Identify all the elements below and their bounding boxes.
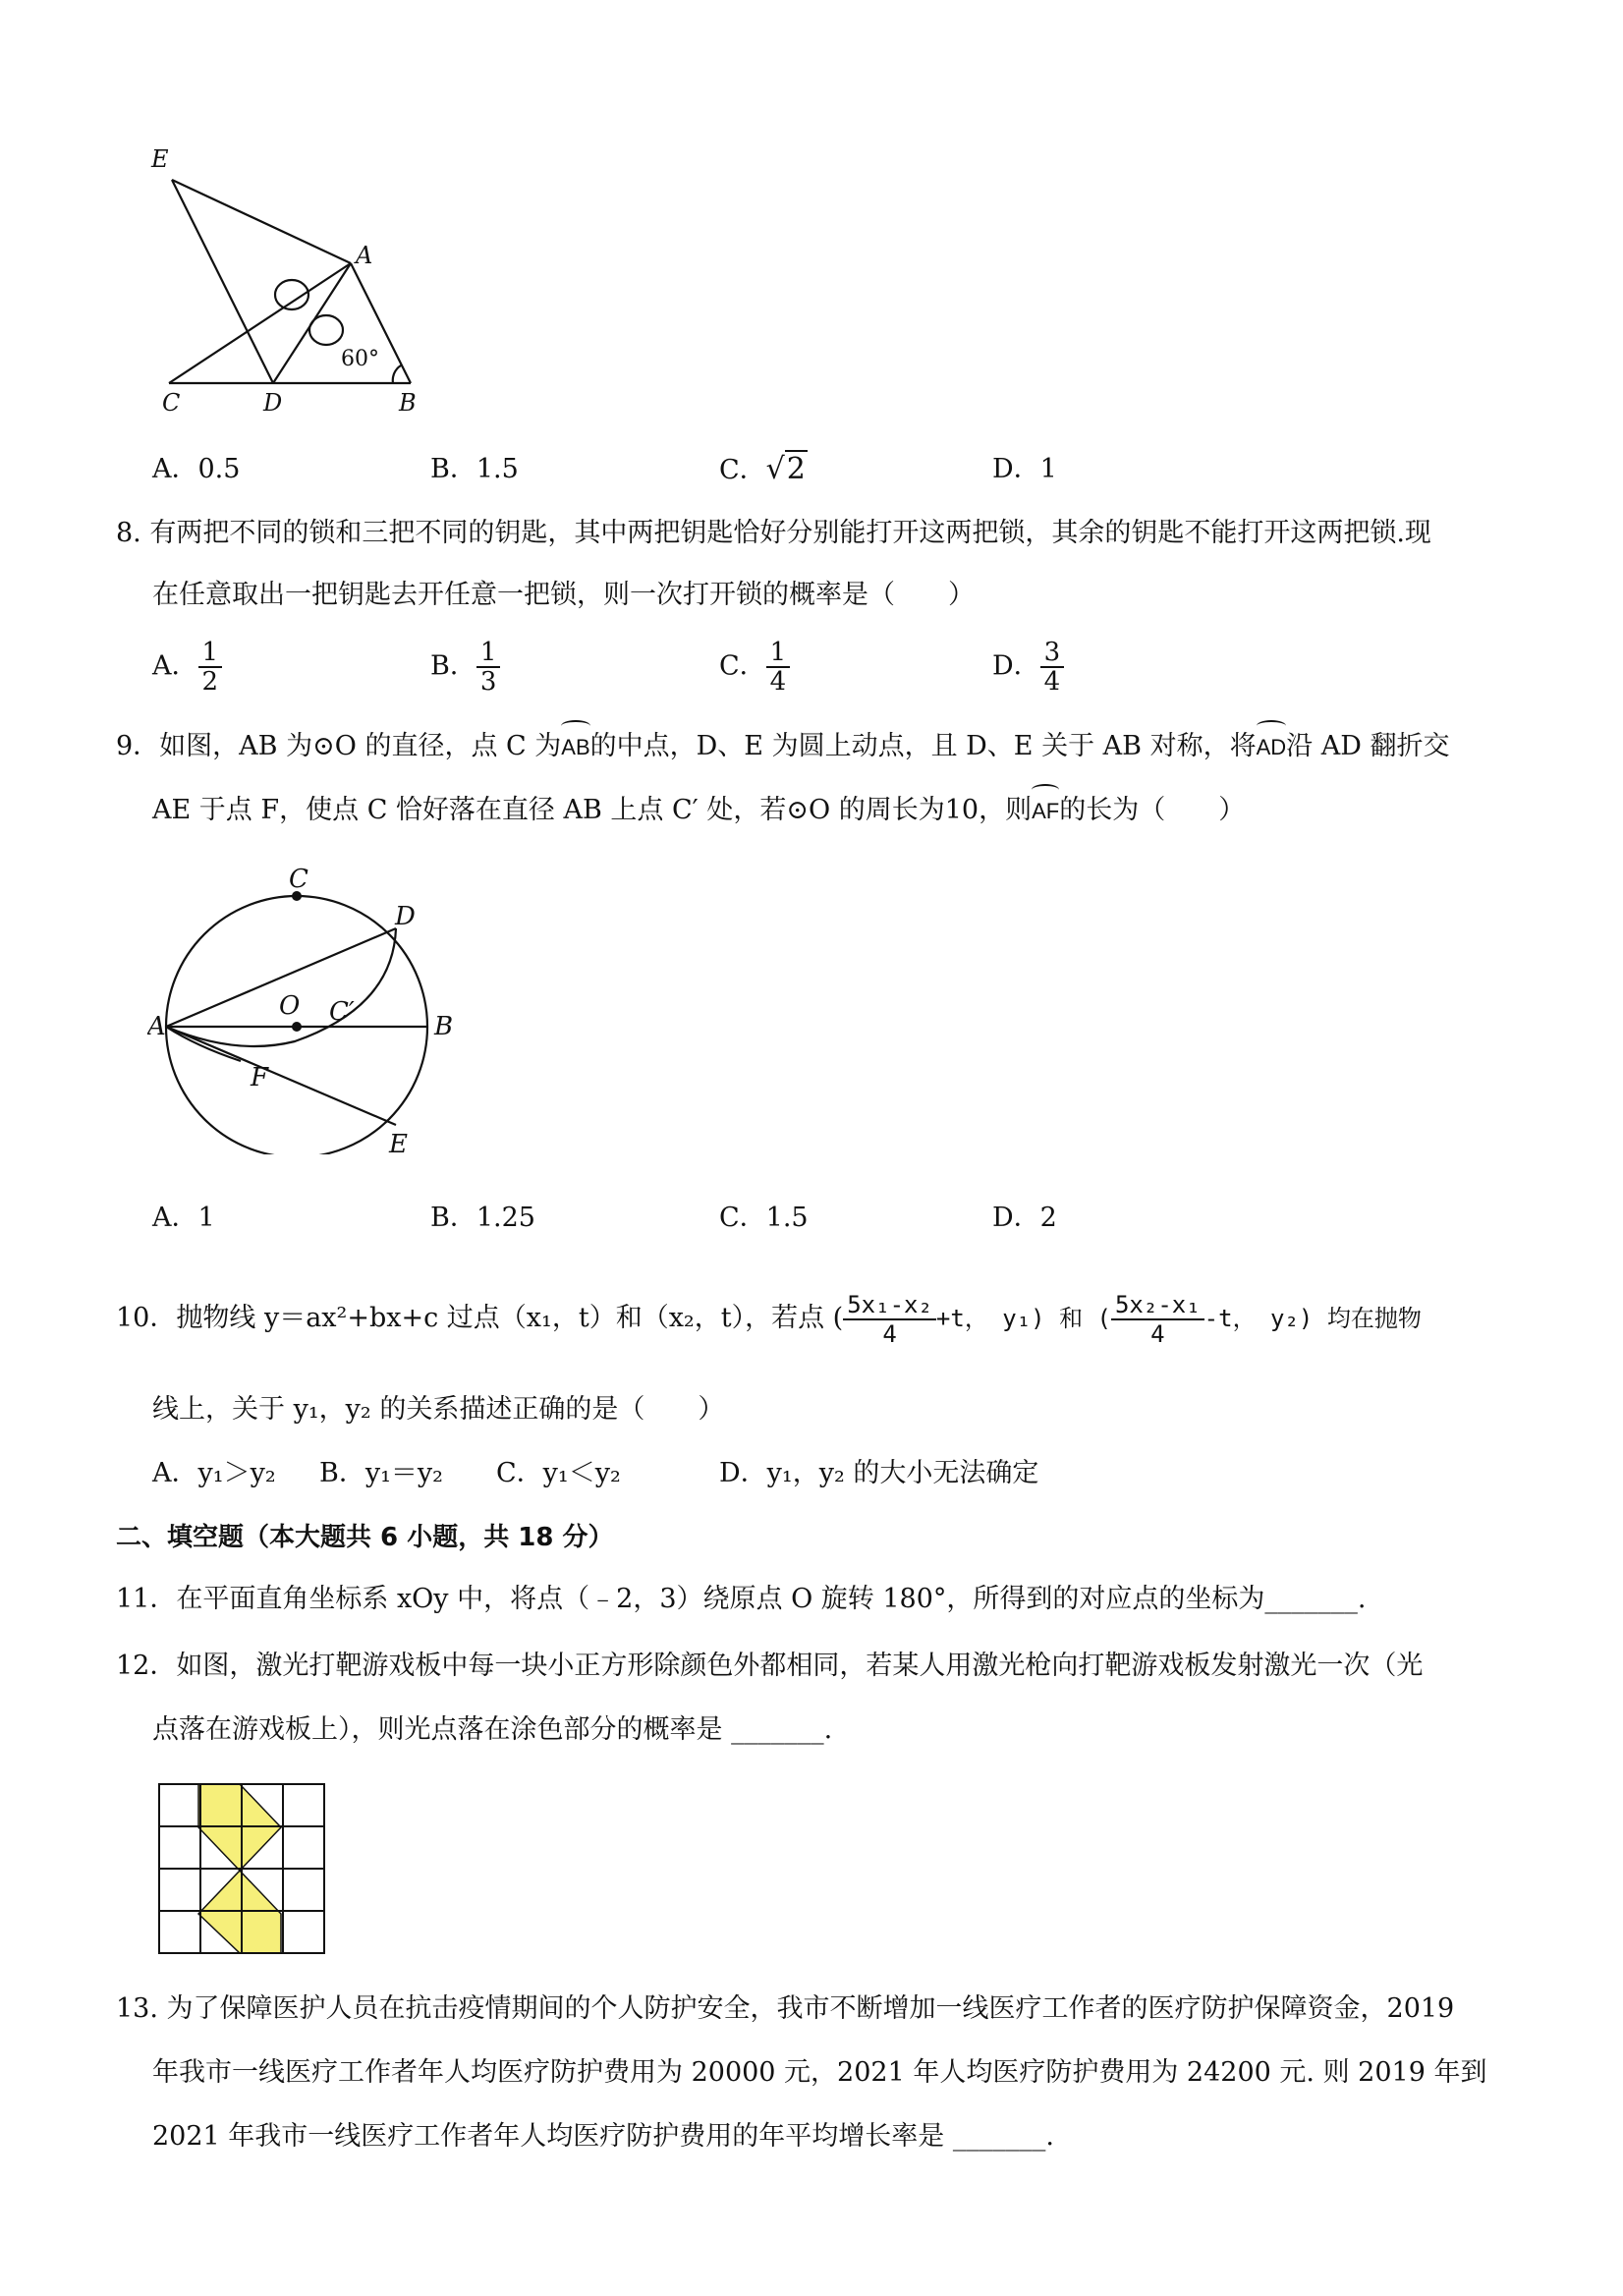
segment-ac (169, 263, 351, 383)
q13-line-2: 年我市一线医疗工作者年人均医疗防护费用为 20000 元，2021 年人均医疗防护费用为 24200 元. 则 2019 年到 (152, 2057, 1487, 2088)
q10-fraction-2 (1111, 1291, 1204, 1348)
label-a: A (147, 1012, 166, 1041)
q10-line-2: 线上，关于 y₁，y₂ 的关系描述正确的是（ ） (152, 1394, 725, 1425)
q7-option-c-label: C． (719, 455, 766, 485)
q10-option-a: A．y₁＞y₂ (152, 1458, 276, 1488)
fraction-numerator: 1 (476, 639, 501, 668)
fraction-numerator: 5x₁-x₂ (843, 1291, 936, 1320)
q10-text-1a: 10．抛物线 y＝ax²+bx+c 过点（x₁，t）和（x₂，t），若点 ( (116, 1303, 844, 1333)
label-a: A (356, 242, 373, 269)
label-d: D (263, 389, 283, 417)
q8-option-d-fraction (1040, 639, 1065, 696)
q8-option-c-label: C． (719, 650, 766, 682)
angle-mark-circle-2 (309, 315, 343, 345)
fraction-numerator: 5x₂-x₁ (1111, 1291, 1204, 1320)
q7-option-a: A．0.5 (152, 454, 241, 484)
label-e: E (389, 1130, 408, 1154)
arc-af: AF (1032, 792, 1059, 831)
label-b: B (434, 1012, 454, 1041)
q12-line-1: 12．如图，激光打靶游戏板中每一块小正方形除颜色外都相同，若某人用激光枪向打靶游戏板发射激光一次（光 (116, 1651, 1424, 1681)
figure-circle (147, 860, 472, 1154)
q9-option-b: B．1.25 (430, 1203, 535, 1233)
folded-arc (166, 928, 396, 1046)
fraction-denominator: 4 (882, 1319, 897, 1348)
q8-option-d (992, 639, 1064, 696)
label-e: E (151, 145, 169, 173)
q10-option-c: C．y₁＜y₂ (496, 1458, 621, 1488)
q10-text-1c: -t， y₂) 均在抛物 (1203, 1305, 1422, 1332)
q7-option-c (719, 450, 808, 490)
chord-ae (166, 1027, 396, 1125)
label-o: O (279, 991, 301, 1021)
q8-option-d-label: D． (992, 650, 1040, 682)
q10-line-1 (116, 1289, 1422, 1348)
fraction-numerator: 1 (198, 639, 223, 668)
fraction-denominator: 4 (769, 667, 787, 697)
fraction-denominator: 4 (1043, 667, 1061, 697)
q7-option-d: D．1 (992, 454, 1057, 484)
arc-ab: AB (561, 728, 589, 767)
figure-triangles (138, 138, 432, 422)
q9-option-a: A．1 (152, 1203, 215, 1233)
q9-text-2b: 的长为（ ） (1059, 795, 1246, 825)
q9-text-1c: 沿 AD 翻折交 (1286, 731, 1450, 761)
fraction-denominator: 3 (479, 667, 497, 697)
arc-ad: AD (1257, 728, 1287, 767)
q9-option-c: C．1.5 (719, 1203, 809, 1233)
q10-option-d: D．y₁，y₂ 的大小无法确定 (719, 1458, 1039, 1488)
fraction-denominator: 4 (1150, 1319, 1165, 1348)
q9-line-1 (116, 727, 1449, 767)
q9-line-2 (152, 791, 1245, 831)
q10-option-b: B．y₁＝y₂ (319, 1458, 443, 1488)
q8-option-a-label: A． (152, 650, 198, 682)
q8-option-b-fraction (476, 639, 501, 696)
q8-option-c-fraction (766, 639, 791, 696)
segment-ed (172, 180, 273, 383)
label-c: C (289, 865, 308, 894)
q8-line-1: 8. 有两把不同的锁和三把不同的钥匙，其中两把钥匙恰好分别能打开这两把锁，其余的钥匙不能打开这两把锁.现 (116, 518, 1431, 548)
q8-option-a (152, 639, 222, 696)
fraction-numerator: 3 (1040, 639, 1065, 668)
angle-arc-60 (393, 365, 401, 383)
q9-text-1a: 9．如图，AB 为⊙O 的直径，点 C 为 (116, 731, 562, 761)
fraction-numerator: 1 (766, 639, 791, 668)
label-f: F (251, 1063, 269, 1092)
label-b: B (399, 389, 417, 417)
label-angle-60: 60° (341, 347, 379, 371)
q10-text-1b: +t， y₁) 和 ( (935, 1305, 1111, 1332)
figure-target-grid (157, 1780, 330, 1957)
q8-line-2: 在任意取出一把钥匙去开任意一把锁，则一次打开锁的概率是（ ） (152, 580, 975, 610)
q7-option-b: B．1.5 (430, 454, 519, 484)
label-d: D (395, 902, 416, 931)
q9-text-1b: 的中点，D、E 为圆上动点，且 D、E 关于 AB 对称，将 (589, 731, 1257, 761)
q9-option-d: D．2 (992, 1203, 1057, 1233)
q12-line-2: 点落在游戏板上），则光点落在涂色部分的概率是 _______. (152, 1714, 833, 1745)
q11-line: 11．在平面直角坐标系 xOy 中，将点（﹣2，3）绕原点 O 旋转 180°，所得到的对应点的坐标为_______. (116, 1584, 1367, 1614)
q8-option-b (430, 639, 500, 696)
q8-option-c (719, 639, 790, 696)
q13-line-3: 2021 年我市一线医疗工作者年人均医疗防护费用的年平均增长率是 _______. (152, 2121, 1054, 2152)
q8-option-a-fraction (198, 639, 223, 696)
label-c: C (162, 389, 181, 417)
point-o (292, 1022, 302, 1032)
q7-option-c-radicand: 2 (786, 452, 806, 486)
q10-fraction-1 (843, 1291, 936, 1348)
q8-option-b-label: B． (430, 650, 476, 682)
q13-line-1: 13. 为了保障医护人员在抗击疫情期间的个人防护安全，我市不断增加一线医疗工作者的医疗防护保障资金，2019 (116, 1993, 1455, 2024)
section-fill-in-blank-title: 二、填空题（本大题共 6 小题，共 18 分） (116, 1523, 614, 1552)
sqrt-symbol: √ (765, 452, 785, 486)
q9-text-2a: AE 于点 F，使点 C 恰好落在直径 AB 上点 C′ 处，若⊙O 的周长为10，则 (152, 795, 1033, 825)
segment-ea (172, 180, 351, 263)
label-c-prime: C′ (329, 997, 355, 1027)
fraction-denominator: 2 (201, 667, 219, 697)
